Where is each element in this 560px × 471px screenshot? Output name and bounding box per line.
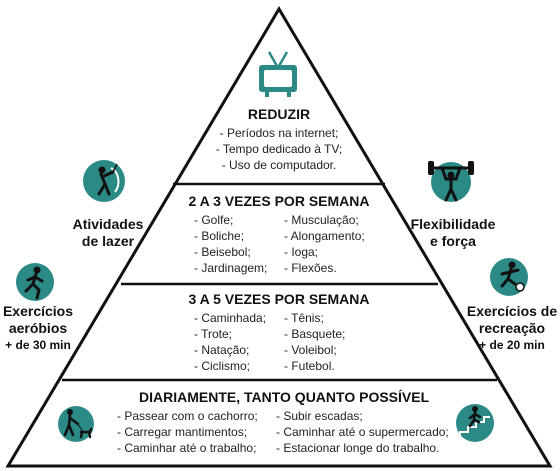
label-recreation-line2: recreação — [478, 320, 546, 336]
label-leisure-line2: de lazer — [81, 233, 135, 249]
list-item: - Ioga; — [284, 245, 319, 259]
tier-base-right-list — [276, 408, 449, 456]
list-item: - Passear com o cachorro; — [117, 409, 258, 423]
list-item: - Tênis; — [284, 311, 324, 325]
list-item: - Uso de computador. — [221, 158, 337, 172]
label-aerobic-line2: aeróbios — [8, 320, 68, 336]
tier-third-right-list — [284, 310, 345, 374]
tier-top-list — [199, 125, 359, 173]
list-item: - Caminhar até o trabalho; — [117, 441, 257, 455]
list-item: - Futebol. — [284, 359, 335, 373]
label-recreation-line3: + de 20 min — [479, 338, 545, 352]
list-item: - Caminhar até o supermercado; — [276, 425, 449, 439]
tier-base-title: DIARIAMENTE, TANTO QUANTO POSSÍVEL — [139, 389, 430, 405]
list-item: - Tempo dedicado à TV; — [215, 142, 343, 156]
list-item: - Alongamento; — [284, 229, 365, 243]
label-flexibility — [394, 216, 512, 250]
list-item: - Boliche; — [194, 229, 245, 243]
tier-third-title: 3 A 5 VEZES POR SEMANA — [188, 291, 370, 307]
list-item: - Voleibol; — [284, 343, 337, 357]
label-flexibility-line1: Flexibilidade — [410, 216, 496, 232]
tier-second-left-list — [194, 212, 267, 276]
tier-third-left-list — [194, 310, 266, 374]
tier-top-title: REDUZIR — [247, 106, 311, 122]
stair-climber-icon — [454, 402, 496, 444]
list-item: - Trote; — [194, 327, 233, 341]
label-aerobic — [0, 303, 76, 354]
list-item: - Subir escadas; — [276, 409, 363, 423]
list-item: - Períodos na internet; — [219, 126, 339, 140]
list-item: - Musculação; — [284, 213, 359, 227]
label-flexibility-line2: e força — [430, 233, 476, 249]
label-leisure-line1: Atividades — [72, 216, 144, 232]
list-item: - Estacionar longe do trabalho. — [276, 441, 440, 455]
tier-second-right-list — [284, 212, 365, 276]
list-item: - Ciclismo; — [194, 359, 250, 373]
list-item: - Caminhada; — [194, 311, 267, 325]
list-item: - Basquete; — [284, 327, 346, 341]
label-leisure — [58, 216, 158, 250]
golfer-icon — [81, 158, 127, 204]
runner-icon — [14, 261, 56, 303]
label-recreation-line1: Exercícios de — [466, 303, 558, 319]
dog-walker-icon — [56, 404, 96, 444]
list-item: - Natação; — [194, 343, 250, 357]
label-aerobic-line1: Exercícios — [2, 303, 74, 319]
list-item: - Flexões. — [284, 261, 337, 275]
tv-icon — [255, 50, 301, 98]
list-item: - Beisebol; — [194, 245, 251, 259]
list-item: - Carregar mantimentos; — [117, 425, 248, 439]
list-item: - Golfe; — [194, 213, 234, 227]
tier-base-left-list — [117, 408, 258, 456]
list-item: - Jardinagem; — [194, 261, 268, 275]
label-aerobic-line3: + de 30 min — [5, 338, 71, 352]
soccer-player-icon — [488, 256, 530, 298]
label-recreation — [466, 303, 558, 354]
weightlifter-icon — [426, 158, 476, 204]
tier-second-title: 2 A 3 VEZES POR SEMANA — [188, 193, 370, 209]
